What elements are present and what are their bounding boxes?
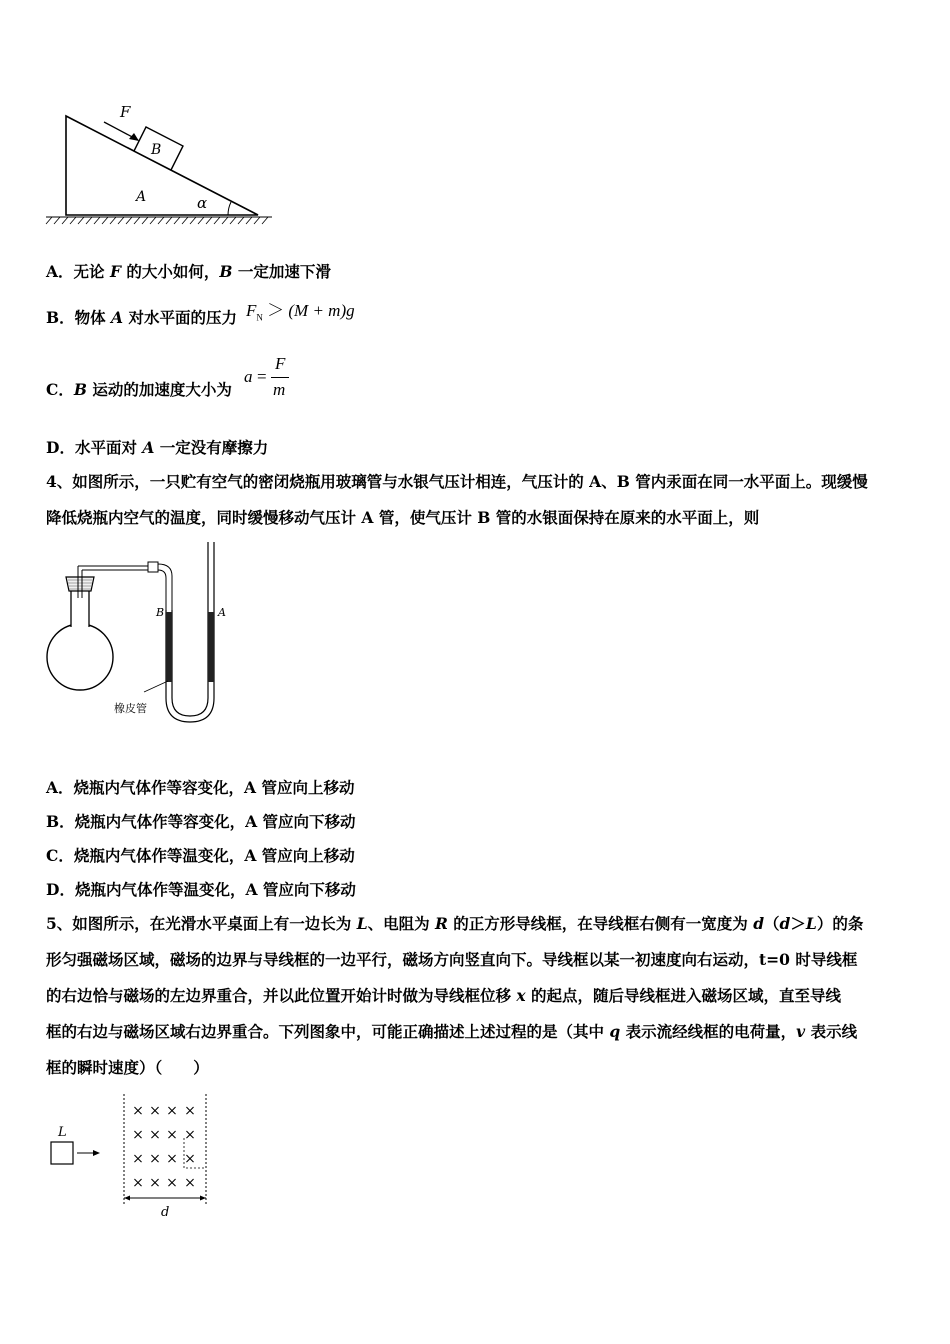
tube-a-label: A [218,606,226,619]
field-mark: × [132,1151,144,1167]
q3-option-a: A．无论 F 的大小如何，B 一定加速下滑 [46,262,331,281]
field-mark: × [184,1103,196,1119]
wedge-a-label: A [136,189,147,205]
field-mark: × [149,1175,161,1191]
width-label: d [161,1205,170,1220]
q4-option-b: B．烧瓶内气体作等容变化，A 管应向下移动 [46,812,356,831]
flask-manometer-figure [44,540,244,730]
q3-option-c-formula: a = F m [244,356,304,402]
field-mark: × [166,1151,178,1167]
field-mark: × [166,1175,178,1191]
q3-option-b: B．物体 A 对水平面的压力 [46,308,237,327]
field-mark: × [149,1151,161,1167]
field-mark: × [132,1103,144,1119]
field-mark: × [184,1127,196,1143]
field-mark: × [166,1103,178,1119]
field-mark: × [184,1175,196,1191]
force-label: F [120,103,131,121]
force-arrow-head [129,133,139,141]
field-mark: × [132,1127,144,1143]
block-b-label: B [151,142,162,158]
field-mark: × [149,1127,161,1143]
q4-option-d: D．烧瓶内气体作等温变化，A 管应向下移动 [46,880,356,899]
field-mark: × [166,1127,178,1143]
q3-option-d: D．水平面对 A 一定没有摩擦力 [46,438,269,457]
q4-option-a: A．烧瓶内气体作等容变化，A 管应向上移动 [46,778,355,797]
q4-option-c: C．烧瓶内气体作等温变化，A 管应向上移动 [46,846,355,865]
q3-option-b-formula: $F_N > (M + m)g$ [246,301,355,323]
angle-label: α [197,194,208,212]
rubber-tube-label: 橡皮管 [114,702,147,715]
q4-stem: 4、如图所示，一只贮有空气的密闭烧瓶用玻璃管与水银气压计相连，气压计的 A、B 管内汞面在同一水平面上。现缓慢 降低烧瓶内空气的温度，同时缓慢移动气压计 A 管，使气压计 B 管的水银面保持在原来的水平面上，则 [46,472,868,527]
tube-b-label: B [156,606,165,619]
q5-stem: 5、如图所示，在光滑水平桌面上有一边长为 L、电阻为 R 的正方形导线框，在导线框右侧有一宽度为 d（d＞L）的条 形匀强磁场区域，磁场的边界与导线框的一边平行，磁场方向竖直向下。导线框以某一初速度向右运动，t=0 时导线框 的右边恰与磁场的左边界重合，并以此位置开始计时做为导线框位移 x 的起点，随后导线框进入磁场区域，直至导线 框的右边与磁场区域右边界重合。下列图象中，可能正确描述上述过程的是（其中 q 表示流经线框的电荷量，v 表示线 框的瞬时速度）（ ） [46,914,864,1077]
incline-figure [40,100,280,230]
wire-frame [51,1142,73,1164]
field-mark: × [184,1151,196,1167]
magnetic-field-figure [44,1092,224,1224]
frame-label: L [58,1125,67,1140]
q3-option-c: C．B 运动的加速度大小为 [46,380,232,399]
field-mark: × [132,1175,144,1191]
field-mark: × [149,1103,161,1119]
